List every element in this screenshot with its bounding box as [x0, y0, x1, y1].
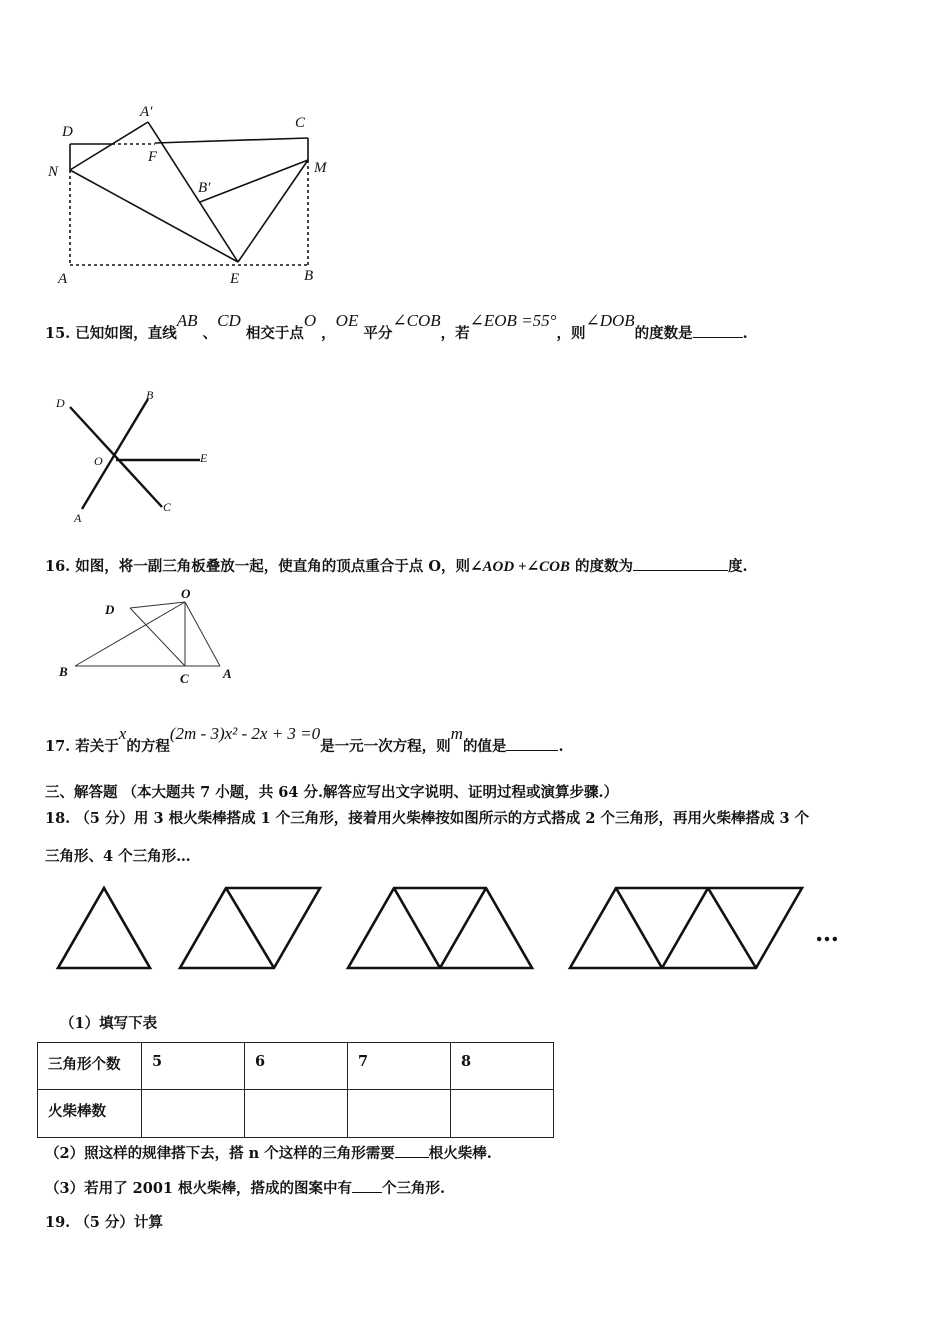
section-3-heading: 三、解答题 （本大题共 7 小题，共 64 分.解答应写出文字说明、证明过程或演算步骤.） — [45, 784, 619, 801]
fig14-label-F: F — [148, 149, 158, 165]
q17-math-m: m — [450, 724, 463, 743]
fig15-label-O: O — [94, 454, 103, 468]
q15-math-eob: ∠EOB =55° — [469, 311, 557, 330]
pattern-ellipsis: … — [815, 918, 840, 947]
fig14-label-A: A — [58, 271, 68, 287]
table-answer-cell[interactable] — [142, 1090, 245, 1138]
pattern-1-triangle — [58, 888, 150, 968]
q15-text-4: ，若 — [440, 325, 470, 342]
q17-text-2: 的方程 — [126, 738, 170, 755]
q18-part-2-blank[interactable] — [395, 1145, 429, 1158]
q16-number: 16. — [45, 558, 71, 575]
fold-rectangle-figure — [40, 100, 340, 290]
table-row-matchstick-count — [38, 1090, 554, 1138]
q15-math-o: O — [303, 311, 317, 330]
fig16-label-C: C — [180, 671, 189, 685]
q15-text-5: ，则 — [556, 325, 586, 342]
fig14-label-D: D — [62, 124, 73, 140]
table-cell: 5 — [142, 1043, 245, 1090]
fig14-label-B: B — [304, 268, 314, 284]
q17-end: . — [558, 738, 564, 755]
q17-math-x: x — [118, 724, 127, 743]
fig14-label-B-prime: B′ — [198, 180, 211, 196]
table-cell: 8 — [451, 1043, 554, 1090]
q16-unit: 度. — [728, 558, 748, 575]
q18-part-2 — [45, 1142, 492, 1163]
fig14-label-M: M — [314, 160, 327, 176]
q18-part-2-text: （2）照这样的规律搭下去，搭 n 个这样的三角形需要 — [45, 1145, 395, 1162]
intersecting-lines-figure — [50, 385, 230, 530]
q15-math-cd: CD — [217, 311, 241, 330]
q15-text-1: 已知如图，直线 — [75, 325, 177, 342]
q18-line-1: 18. （5 分）用 3 根火柴棒搭成 1 个三角形，接着用火柴棒按如图所示的方式搭成 2 个三角形，再用火柴棒搭成 3 个 — [45, 810, 810, 827]
fig16-label-A: A — [223, 666, 232, 681]
q17-text-3: 是一元一次方程，则 — [320, 738, 451, 755]
q17-text-4: 的值是 — [462, 738, 507, 755]
q15-sep: 、 — [202, 325, 218, 342]
q15-math-cob: ∠COB — [392, 311, 441, 330]
table-header-matchstick-count: 火柴棒数 — [38, 1090, 142, 1138]
q17-text-1: 若关于 — [75, 738, 119, 755]
q15-text-3: 平分 — [363, 325, 393, 342]
q16-text-1: 如图，将一副三角板叠放一起，使直角的顶点重合于点 O，则 — [75, 558, 470, 575]
table-header-triangle-count: 三角形个数 — [38, 1043, 142, 1090]
pattern-3-triangles — [348, 888, 532, 968]
q15-math-ab: AB — [176, 311, 198, 330]
fig14-label-C: C — [295, 115, 306, 131]
q15-math-oe: OE — [335, 311, 359, 330]
q16-answer-blank[interactable] — [633, 558, 728, 571]
matchstick-table — [37, 1042, 554, 1138]
table-answer-cell[interactable] — [348, 1090, 451, 1138]
fig15-label-C: C — [163, 500, 172, 514]
table-row-triangle-count — [38, 1043, 554, 1090]
question-16 — [45, 555, 748, 576]
fig16-label-D: D — [105, 602, 115, 617]
fig15-label-A: A — [74, 511, 82, 525]
fig16-label-O: O — [181, 586, 191, 601]
question-17 — [45, 724, 564, 756]
table-answer-cell[interactable] — [245, 1090, 348, 1138]
q16-math-angles: ∠AOD +∠COB — [469, 559, 570, 575]
q15-text-6: 的度数是 — [634, 325, 693, 342]
q15-comma: ， — [321, 325, 336, 342]
table-answer-cell[interactable] — [451, 1090, 554, 1138]
q18-part-3 — [45, 1177, 445, 1198]
question-15 — [45, 311, 748, 343]
q18-part-3-text: （3）若用了 2001 根火柴棒，搭成的图案中有 — [45, 1180, 353, 1197]
question-19: 19. （5 分）计算 — [45, 1214, 163, 1231]
q17-number: 17. — [45, 738, 71, 755]
table-cell: 6 — [245, 1043, 348, 1090]
q15-answer-blank[interactable] — [693, 325, 743, 338]
table-cell: 7 — [348, 1043, 451, 1090]
q18-part-3-blank[interactable] — [352, 1180, 382, 1193]
q18-part-2-suffix: 根火柴棒. — [428, 1145, 492, 1162]
q17-math-equation: (2m - 3)x² - 2x + 3 =0 — [169, 724, 321, 743]
q15-end: . — [742, 325, 748, 342]
q18-part-3-suffix: 个三角形. — [382, 1180, 446, 1197]
fig15-label-B: B — [146, 388, 154, 402]
q18-line-2: 三角形、4 个三角形… — [45, 848, 191, 865]
triangle-rulers-figure — [55, 585, 245, 685]
fig16-label-B: B — [59, 664, 68, 679]
q15-number: 15. — [45, 325, 71, 342]
q17-answer-blank[interactable] — [506, 738, 558, 751]
q15-text-2: 相交于点 — [245, 325, 304, 342]
matchstick-triangles-figure — [50, 880, 820, 975]
fig14-label-A-prime: A′ — [140, 104, 153, 120]
q16-text-2: 的度数为 — [575, 558, 633, 575]
q18-part-1: （1）填写下表 — [60, 1015, 158, 1032]
fig14-label-E: E — [230, 271, 240, 287]
fig15-label-E: E — [200, 451, 208, 465]
q15-math-dob: ∠DOB — [585, 311, 635, 330]
fig14-label-N: N — [48, 164, 59, 180]
fig15-label-D: D — [56, 396, 65, 410]
